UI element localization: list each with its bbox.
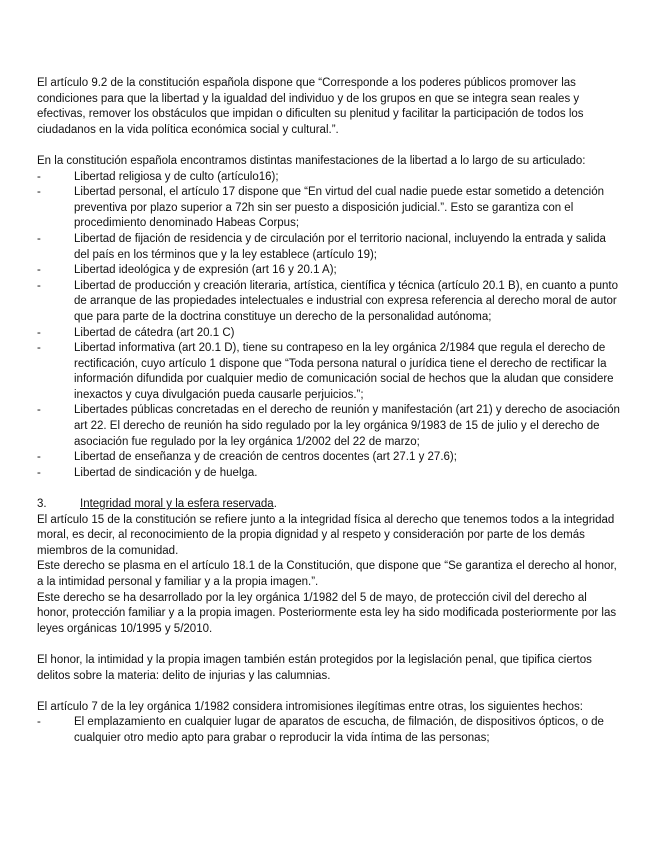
list-item-text: Libertad de sindicación y de huelga. bbox=[74, 466, 258, 479]
section-title: Integridad moral y la esfera reservada bbox=[80, 498, 274, 511]
list-dash: - bbox=[37, 404, 41, 417]
freedoms-list bbox=[37, 170, 621, 482]
list-item-text: Libertad informativa (art 20.1 D), tiene su contrapeso en la ley orgánica 2/1984 que regula el derecho de rectificación, cuyo artículo 1 dispone que “Toda persona natural o jurídica tiene el derecho de rectificar la información difundida por cualquier medio de comunicación social de hechos que la aludan que considere inexactos y cuya divulgación pueda causarle perjuicios.”; bbox=[74, 342, 614, 401]
section-number: 3. bbox=[37, 498, 47, 511]
list-item bbox=[37, 403, 621, 450]
section-heading bbox=[37, 497, 621, 513]
list-item-text: Libertad de fijación de residencia y de circulación por el territorio nacional, incluyendo la entrada y salida del país en los términos que y la ley establece (artículo 19); bbox=[74, 232, 606, 261]
spacer bbox=[37, 138, 621, 154]
intrusions-list bbox=[37, 715, 621, 746]
list-item bbox=[37, 185, 621, 232]
list-item bbox=[37, 715, 621, 746]
paragraph-article-15: El artículo 15 de la constitución se refiere junto a la integridad física al derecho que tenemos todos a la integridad moral, es decir, al reconocimiento de la propia dignidad y al respeto y consideración por parte de los demás miembros de la comunidad. bbox=[37, 513, 615, 557]
paragraph-penal-protection: El honor, la intimidad y la propia imagen también están protegidos por la legislación penal, que tipifica ciertos delitos sobre la materia: delito de injurias y las calumnias. bbox=[37, 653, 592, 682]
list-item-text: Libertad religiosa y de culto (artículo16); bbox=[74, 170, 279, 183]
list-item bbox=[37, 170, 621, 186]
section-title-end: . bbox=[273, 498, 277, 511]
list-item-text: Libertad de enseñanza y de creación de centros docentes (art 27.1 y 27.6); bbox=[74, 451, 457, 464]
list-item bbox=[37, 279, 621, 326]
list-dash: - bbox=[37, 451, 41, 464]
paragraph-lo-1-1982: Este derecho se ha desarrollado por la ley orgánica 1/1982 del 5 de mayo, de protección civil del derecho al honor, protección familiar y a la propia imagen. Posteriormente esta ley ha sido modificada posteriormente por las leyes orgánicas 10/1995 y 5/2010. bbox=[37, 591, 617, 635]
list-dash: - bbox=[37, 279, 41, 292]
list-dash: - bbox=[37, 264, 41, 277]
spacer bbox=[37, 481, 621, 497]
paragraph-article-18-1: Este derecho se plasma en el artículo 18.1 de la Constitución, que dispone que “Se garantiza el derecho al honor, a la intimidad personal y familiar y a la propia imagen.”. bbox=[37, 560, 617, 588]
list-item bbox=[37, 326, 621, 342]
list-item-text: El emplazamiento en cualquier lugar de aparatos de escucha, de filmación, de dispositivos ópticos, o de cualquier otro medio apto para grabar o reproducir la vida íntima de las personas; bbox=[74, 716, 604, 744]
list-item bbox=[37, 466, 621, 482]
spacer bbox=[37, 637, 621, 653]
list-dash: - bbox=[37, 466, 41, 479]
list-item-text: Libertad de cátedra (art 20.1 C) bbox=[74, 326, 235, 339]
paragraph-freedoms-intro: En la constitución española encontramos distintas manifestaciones de la libertad a lo largo de su articulado: bbox=[37, 154, 586, 167]
list-item-text: Libertad ideológica y de expresión (art 16 y 20.1 A); bbox=[74, 264, 337, 277]
list-item-text: Libertad de producción y creación literaria, artística, científica y técnica (artículo 20.1 B), en cuanto a punto de arranque de las propiedades intelectuales e industrial con expresa referencia al derecho moral de autor que para parte de la doctrina constituye un derecho de la personalidad autónoma; bbox=[74, 279, 618, 323]
list-dash: - bbox=[37, 170, 41, 183]
list-dash: - bbox=[37, 326, 41, 339]
spacer bbox=[37, 684, 621, 700]
list-item bbox=[37, 450, 621, 466]
list-dash: - bbox=[37, 342, 41, 355]
list-item-text: Libertad personal, el artículo 17 dispone que “En virtud del cual nadie puede estar sometido a detención preventiva por plazo superior a 72h sin ser puesto a disposición judicial.”. Esto se garantiza con el procedimiento denominado Habeas Corpus; bbox=[74, 186, 604, 230]
list-item bbox=[37, 263, 621, 279]
list-dash: - bbox=[37, 716, 41, 729]
list-item bbox=[37, 232, 621, 263]
list-dash: - bbox=[37, 232, 41, 245]
paragraph-article-9-2: El artículo 9.2 de la constitución española dispone que “Corresponde a los poderes públicos promover las condiciones para que la libertad y la igualdad del individuo y de los grupos en que se integra sean reales y efectivas, remover los obstáculos que impidan o dificulten su plenitud y facilitar la participación de todos los ciudadanos en la vida política económica social y cultural.”. bbox=[37, 77, 584, 136]
paragraph-article-7: El artículo 7 de la ley orgánica 1/1982 considera intromisiones ilegítimas entre otras, los siguientes hechos: bbox=[37, 700, 583, 713]
document-page bbox=[37, 76, 621, 747]
list-item-text: Libertades públicas concretadas en el derecho de reunión y manifestación (art 21) y derecho de asociación art 22. El derecho de reunión ha sido regulado por la ley orgánica 9/1983 de 15 de julio y el derecho de asociación fue regulado por la ley orgánica 1/2002 del 22 de marzo; bbox=[74, 404, 620, 448]
list-item bbox=[37, 341, 621, 403]
list-dash: - bbox=[37, 186, 41, 199]
